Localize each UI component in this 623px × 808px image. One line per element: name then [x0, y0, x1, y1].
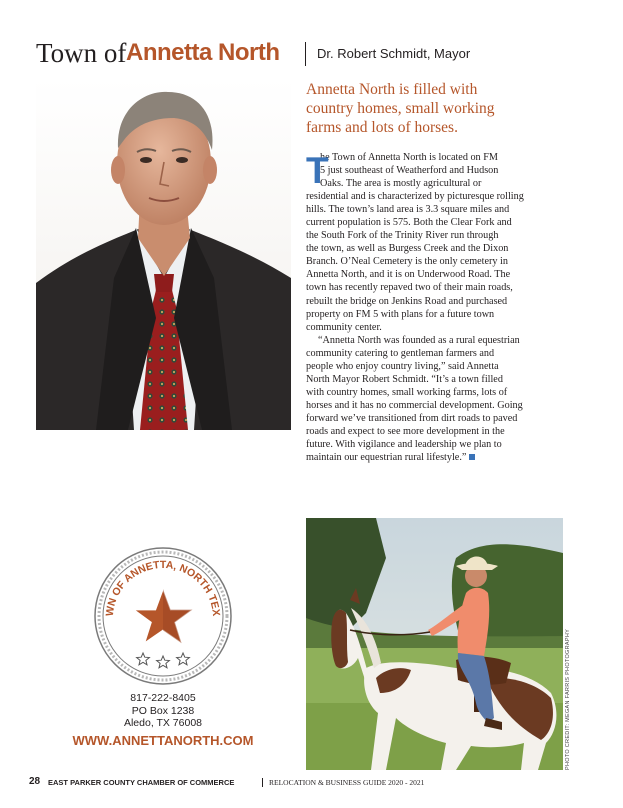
article-line-last: [306, 451, 564, 464]
pull-quote-line: country homes, small working: [306, 100, 495, 117]
pull-quote-line: farms and lots of horses.: [306, 119, 458, 136]
article-line: the South Fork of the Trinity River run through: [306, 230, 499, 242]
seal-ring-textpath: WN OF ANNETTA, NORTH TEX: [103, 559, 223, 617]
article-line: he Town of Annetta North is located on FM: [320, 152, 498, 163]
contact-block: [60, 692, 266, 748]
po-box: PO Box 1238: [131, 704, 195, 717]
footer-divider: [262, 778, 263, 787]
article-line: the town, as well as Burgess Creek and the Dixon: [306, 243, 509, 255]
mayor-name: Dr. Robert Schmidt, Mayor: [317, 46, 471, 61]
article-line: people who enjoy country living,” said Annetta: [306, 360, 499, 372]
article-line: roads and expect to see more development in the: [306, 425, 505, 437]
article-line: 5 just southeast of Weatherford and Hudson: [320, 165, 499, 177]
article-line: with country homes, small working farms, lots of: [306, 386, 508, 398]
city-zip: Aledo, TX 76008: [123, 717, 203, 729]
page-header: [36, 38, 596, 70]
article-line: community center.: [306, 321, 382, 333]
article-line: North Mayor Robert Schmidt. “It’s a town filled: [306, 373, 503, 385]
title-divider: [305, 42, 306, 66]
town-name-title: Annetta North: [126, 39, 280, 66]
pull-quote: [306, 80, 536, 137]
article-line: Annetta North, and it is on Underwood Road. The: [306, 269, 511, 281]
horse-rider-photo: [306, 518, 563, 770]
website-link[interactable]: WWW.ANNETTANORTH.COM: [72, 732, 254, 748]
article-line: hills. The town’s land area is 3.3 square miles and: [306, 204, 510, 216]
footer-organization: EAST PARKER COUNTY CHAMBER OF COMMERCE: [48, 778, 235, 787]
article-line: forward we’ve transitioned from dirt roads to paved: [306, 412, 518, 424]
article-body: [306, 151, 564, 464]
article-line: horses and it has no commercial development. Going: [306, 399, 523, 411]
article-line: Branch. O’Neal Cemetery is the only cemetery in: [306, 256, 508, 268]
article-line: future. With vigilance and leadership we plan to: [306, 439, 502, 451]
photo-credit: PHOTO CREDIT: MEGAN FARRIS PHOTOGRAPHY: [565, 628, 571, 770]
pull-quote-line: Annetta North is filled with: [306, 81, 478, 98]
mayor-portrait-photo: [36, 78, 291, 430]
article-line: residential and is characterized by picturesque rolling: [306, 191, 524, 203]
page-number: 28: [29, 776, 41, 787]
article-line: community catering to gentleman farmers and: [306, 347, 495, 359]
article-line: current population is 575. Both the Clear Fork and: [306, 217, 512, 229]
end-mark-icon: [469, 454, 475, 460]
article-line: property on FM 5 with plans for a future town: [306, 308, 495, 320]
article-line: “Annetta North was founded as a rural equestrian: [318, 334, 520, 346]
page-footer: [29, 776, 589, 790]
phone-number: 817-222-8405: [130, 692, 196, 704]
article-line: Oaks. The area is mostly agricultural or: [320, 178, 482, 190]
article-line: town has recently repaved two of their main roads,: [306, 282, 513, 294]
footer-guide-title: RELOCATION & BUSINESS GUIDE 2020 - 2021: [269, 778, 425, 787]
town-seal: [92, 545, 234, 687]
drop-cap: T: [306, 150, 329, 191]
article-line: rebuilt the bridge on Jenkins Road and purchased: [306, 295, 508, 307]
title-prefix: Town of: [36, 38, 127, 68]
article-line-text: maintain our equestrian rural lifestyle.”: [306, 452, 467, 464]
